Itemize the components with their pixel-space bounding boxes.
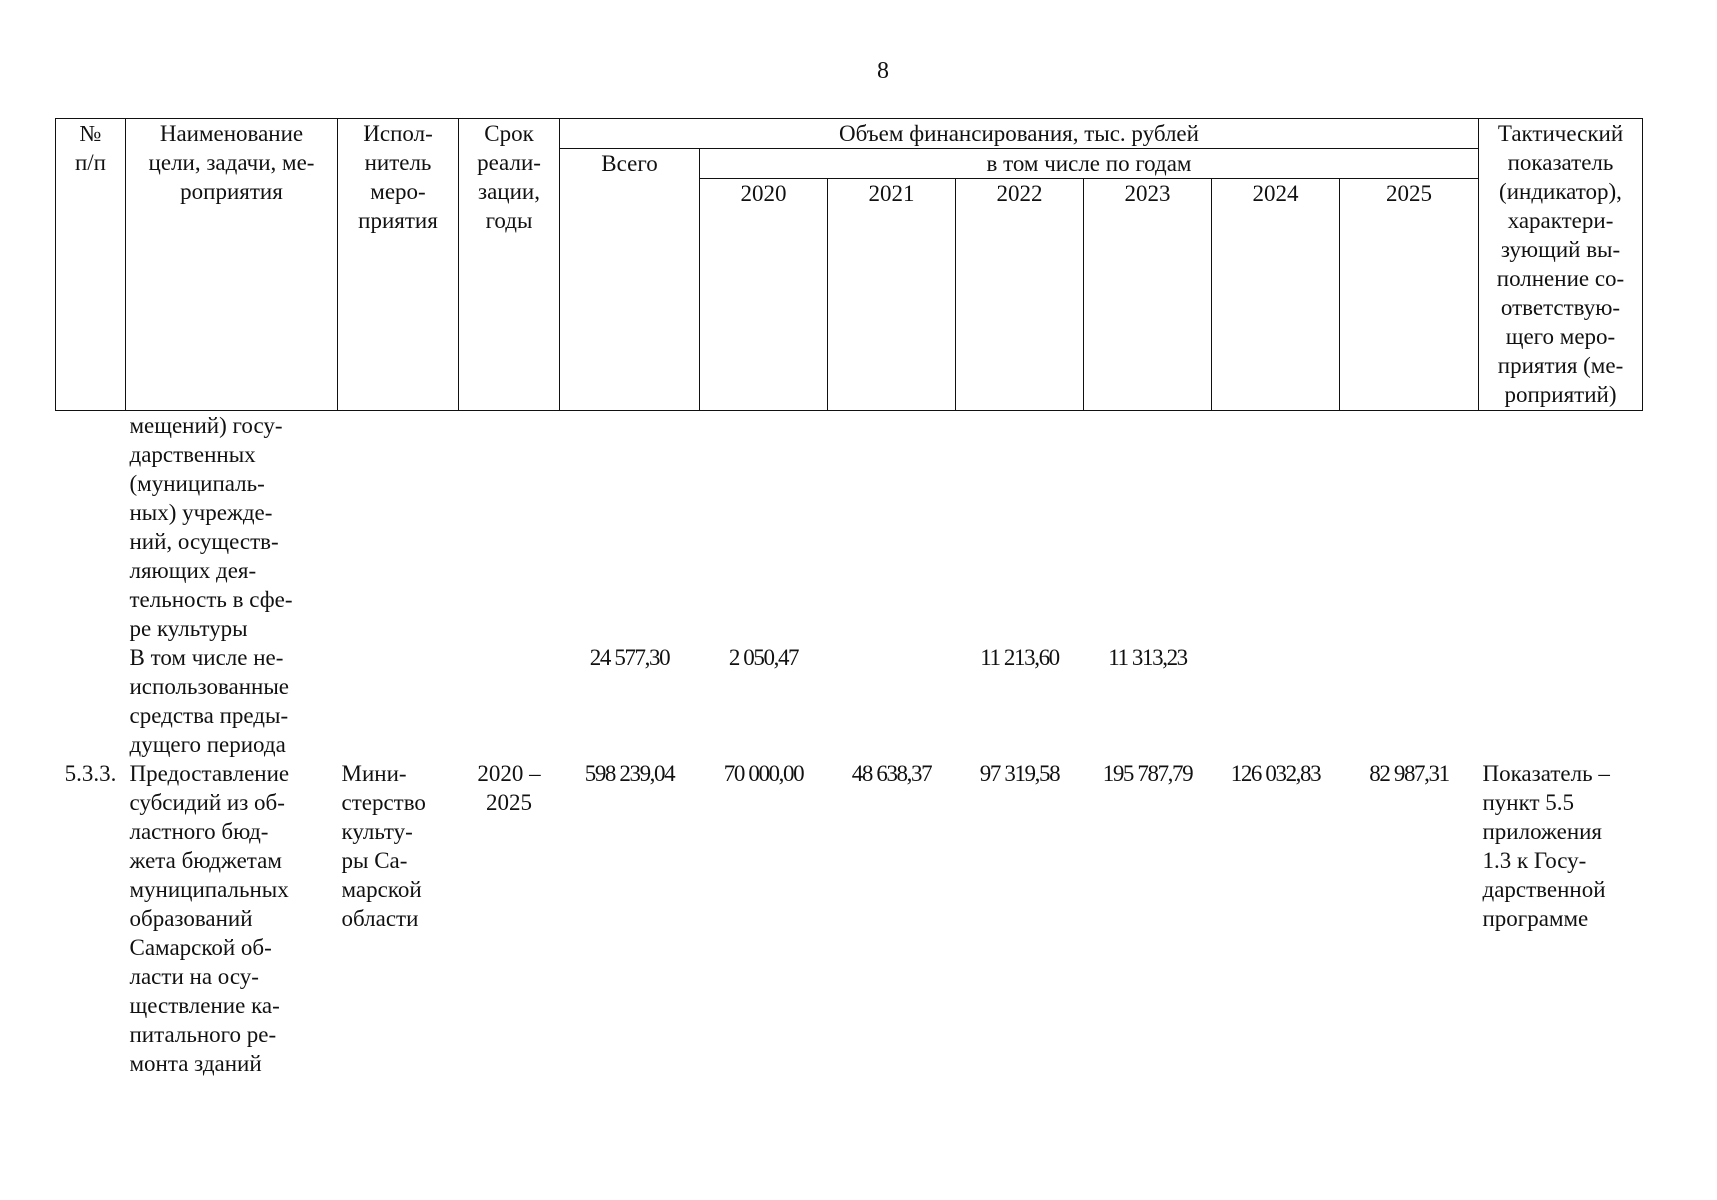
row-executor — [338, 411, 459, 644]
row-num — [56, 411, 126, 644]
row-2023 — [1084, 411, 1212, 644]
row-2024: 126 032,83 — [1230, 761, 1321, 786]
row-2022: 97 319,58 — [979, 761, 1060, 786]
header-indicator: Тактический показатель (индикатор), характери- зующий вы- полнение со- ответствую- щего меро- приятия (ме- роприятий) — [1479, 119, 1643, 411]
row-term — [459, 643, 560, 759]
row-2023: 195 787,79 — [1102, 761, 1193, 786]
page-number: 8 — [877, 58, 889, 84]
header-year-2024: 2024 — [1212, 179, 1340, 411]
row-2022: 11 213,60 — [980, 645, 1059, 670]
row-2020: 70 000,00 — [723, 761, 804, 786]
table-row — [56, 759, 1643, 1078]
row-executor: Мини- стерство культу- ры Са- марской области — [341, 761, 426, 931]
table-row — [56, 643, 1643, 759]
row-executor — [338, 643, 459, 759]
row-indicator: Показатель – пункт 5.5 приложения 1.3 к Госу- дарственной программе — [1482, 761, 1610, 931]
header-year-2020: 2020 — [700, 179, 828, 411]
row-total: 24 577,30 — [589, 645, 670, 670]
header-year-2023: 2023 — [1084, 179, 1212, 411]
row-name: В том числе не- использованные средства преды- дущего периода — [129, 645, 289, 757]
row-2023: 11 313,23 — [1108, 645, 1187, 670]
row-name: Предоставление субсидий из об- ластного бюд- жета бюджетам муниципальных образований Самарской об- ласти на осу- ществление ка- питального ре- монта зданий — [129, 761, 290, 1076]
row-num: 5.3.3. — [64, 761, 117, 786]
header-total: Всего — [560, 149, 700, 411]
row-2024 — [1212, 411, 1340, 644]
row-term — [459, 411, 560, 644]
header-financing: Объем финансирования, тыс. рублей — [560, 119, 1479, 149]
financing-table — [55, 118, 1643, 1078]
row-indicator — [1479, 411, 1643, 644]
header-year-2021: 2021 — [828, 179, 956, 411]
row-2020: 2 050,47 — [728, 645, 799, 670]
header-year-2022: 2022 — [956, 179, 1084, 411]
row-2021: 48 638,37 — [851, 761, 932, 786]
table-row — [56, 411, 1643, 644]
row-2022 — [956, 411, 1084, 644]
header-num: № п/п — [56, 119, 126, 411]
header-name: Наименование цели, задачи, ме- роприятия — [126, 119, 338, 411]
header-executor: Испол- нитель меро- приятия — [338, 119, 459, 411]
row-2021 — [828, 643, 956, 759]
row-name: мещений) госу- дарственных (муниципаль- ных) учрежде- ний, осуществ- ляющих дея- тельность в сфе- ре культуры — [129, 413, 293, 641]
row-num — [56, 643, 126, 759]
header-by-years: в том числе по годам — [700, 149, 1479, 179]
row-2020 — [700, 411, 828, 644]
row-total — [560, 411, 700, 644]
row-2025: 82 987,31 — [1369, 761, 1449, 786]
header-term: Срок реали- зации, годы — [459, 119, 560, 411]
row-total: 598 239,04 — [584, 761, 675, 786]
header-year-2025: 2025 — [1340, 179, 1479, 411]
row-2025 — [1340, 643, 1479, 759]
row-2025 — [1340, 411, 1479, 644]
row-2021 — [828, 411, 956, 644]
row-term: 2020 – 2025 — [477, 761, 541, 815]
row-indicator — [1479, 643, 1643, 759]
row-2024 — [1212, 643, 1340, 759]
